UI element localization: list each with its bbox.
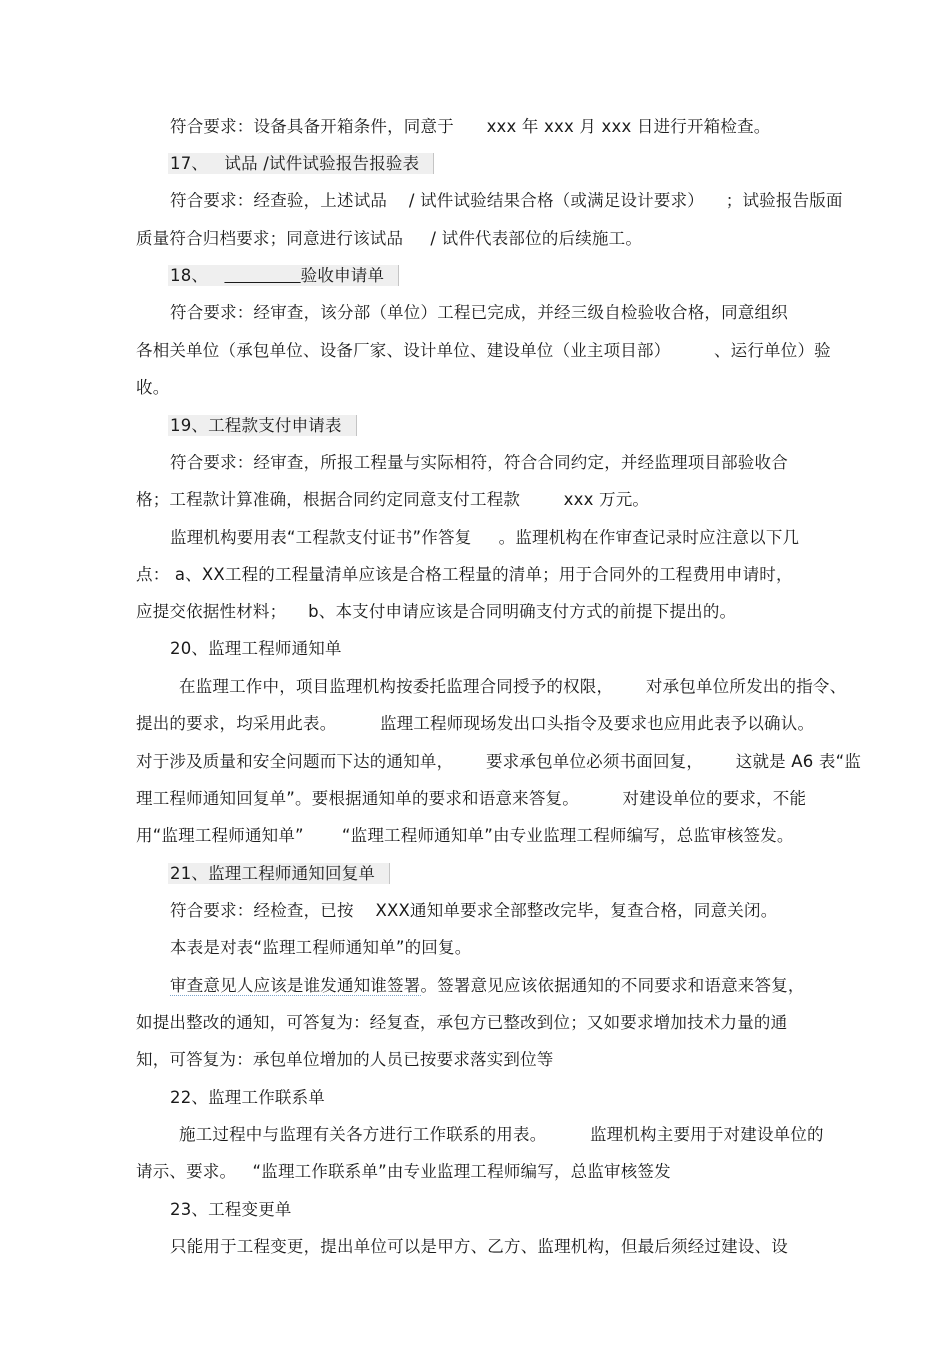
section-heading-23: 23、工程变更单 (170, 1200, 292, 1219)
text-line: 符合要求：经审查，该分部（单位）工程已完成，并经三级自检验收合格，同意组织 (170, 303, 788, 322)
text-line: 在监理工作中，项目监理机构按委托监理合同授予的权限， 对承包单位所发出的指令、 (179, 677, 847, 696)
section-heading-19 (170, 415, 357, 437)
text-line: 符合要求：经审查，所报工程量与实际相符，符合合同约定，并经监理项目部验收合 (170, 453, 788, 472)
marked-phrase: 审查意见人应该是谁发通知谁签署 (170, 976, 421, 995)
text-line: 只能用于工程变更，提出单位可以是甲方、乙方、监理机构，但最后须经过建设、设 (170, 1237, 788, 1256)
heading-text (168, 265, 399, 286)
text-run: 。签署意见应该依据通知的不同要求和语意来答复， (420, 976, 805, 995)
heading-number: 18、 (170, 266, 225, 285)
heading-text: 21、监理工程师通知回复单 (168, 863, 390, 884)
text-line: 本表是对表“监理工程师通知单”的回复。 (170, 938, 472, 957)
heading-title: 验收申请单 (300, 266, 385, 285)
text-line: 符合要求：经检查，已按 XXX通知单要求全部整改完毕，复查合格，同意关闭。 (170, 901, 778, 920)
text-line: 质量符合归档要求；同意进行该试品 / 试件代表部位的后续施工。 (136, 229, 643, 248)
text-line: 各相关单位（承包单位、设备厂家、设计单位、建设单位（业主项目部） 、运行单位）验 (136, 341, 831, 360)
section-heading-21 (170, 863, 390, 885)
text-line: 监理机构要用表“工程款支付证书”作答复 。监理机构在作审查记录时应注意以下几 (170, 528, 800, 547)
section-heading-20: 20、监理工程师通知单 (170, 639, 342, 658)
heading-text: 19、工程款支付申请表 (168, 415, 357, 436)
text-line: 用“监理工程师通知单” “监理工程师通知单”由专业监理工程师编写，总监审核签发。 (136, 826, 794, 845)
text-line: 施工过程中与监理有关各方进行工作联系的用表。 监理机构主要用于对建设单位的 (179, 1125, 824, 1144)
section-heading-17 (170, 153, 434, 175)
heading-text: 17、 试品 /试件试验报告报验表 (168, 153, 434, 174)
text-line: 格；工程款计算准确，根据合同约定同意支付工程款 xxx 万元。 (136, 490, 650, 509)
text-line: 应提交依据性材料； b、本支付申请应该是合同明确支付方式的前提下提出的。 (136, 602, 737, 621)
blank-field (224, 266, 300, 285)
text-line: 点： a、XX工程的工程量清单应该是合格工程量的清单；用于合同外的工程费用申请时， (136, 565, 793, 584)
text-line: 知，可答复为：承包单位增加的人员已按要求落实到位等 (136, 1050, 554, 1069)
text-line: 符合要求：经查验，上述试品 / 试件试验结果合格（或满足设计要求） ；试验报告版面 (170, 191, 843, 210)
section-heading-18 (170, 265, 399, 287)
text-line: 如提出整改的通知，可答复为：经复查，承包方已整改到位；又如要求增加技术力量的通 (136, 1013, 788, 1032)
text-line: 收。 (136, 378, 170, 397)
text-line: 请示、要求。 “监理工作联系单”由专业监理工程师编写，总监审核签发 (136, 1162, 671, 1181)
text-line: 对于涉及质量和安全问题而下达的通知单， 要求承包单位必须书面回复， 这就是 A6 表“监 (136, 752, 862, 771)
section-heading-22: 22、监理工作联系单 (170, 1088, 325, 1107)
text-line: 提出的要求，均采用此表。 监理工程师现场发出口头指令及要求也应用此表予以确认。 (136, 714, 815, 733)
text-line (170, 975, 805, 997)
text-line: 符合要求：设备具备开箱条件，同意于 xxx 年 xxx 月 xxx 日进行开箱检查。 (170, 117, 771, 136)
text-line: 理工程师通知回复单”。要根据通知单的要求和语意来答复。 对建设单位的要求，不能 (136, 789, 807, 808)
